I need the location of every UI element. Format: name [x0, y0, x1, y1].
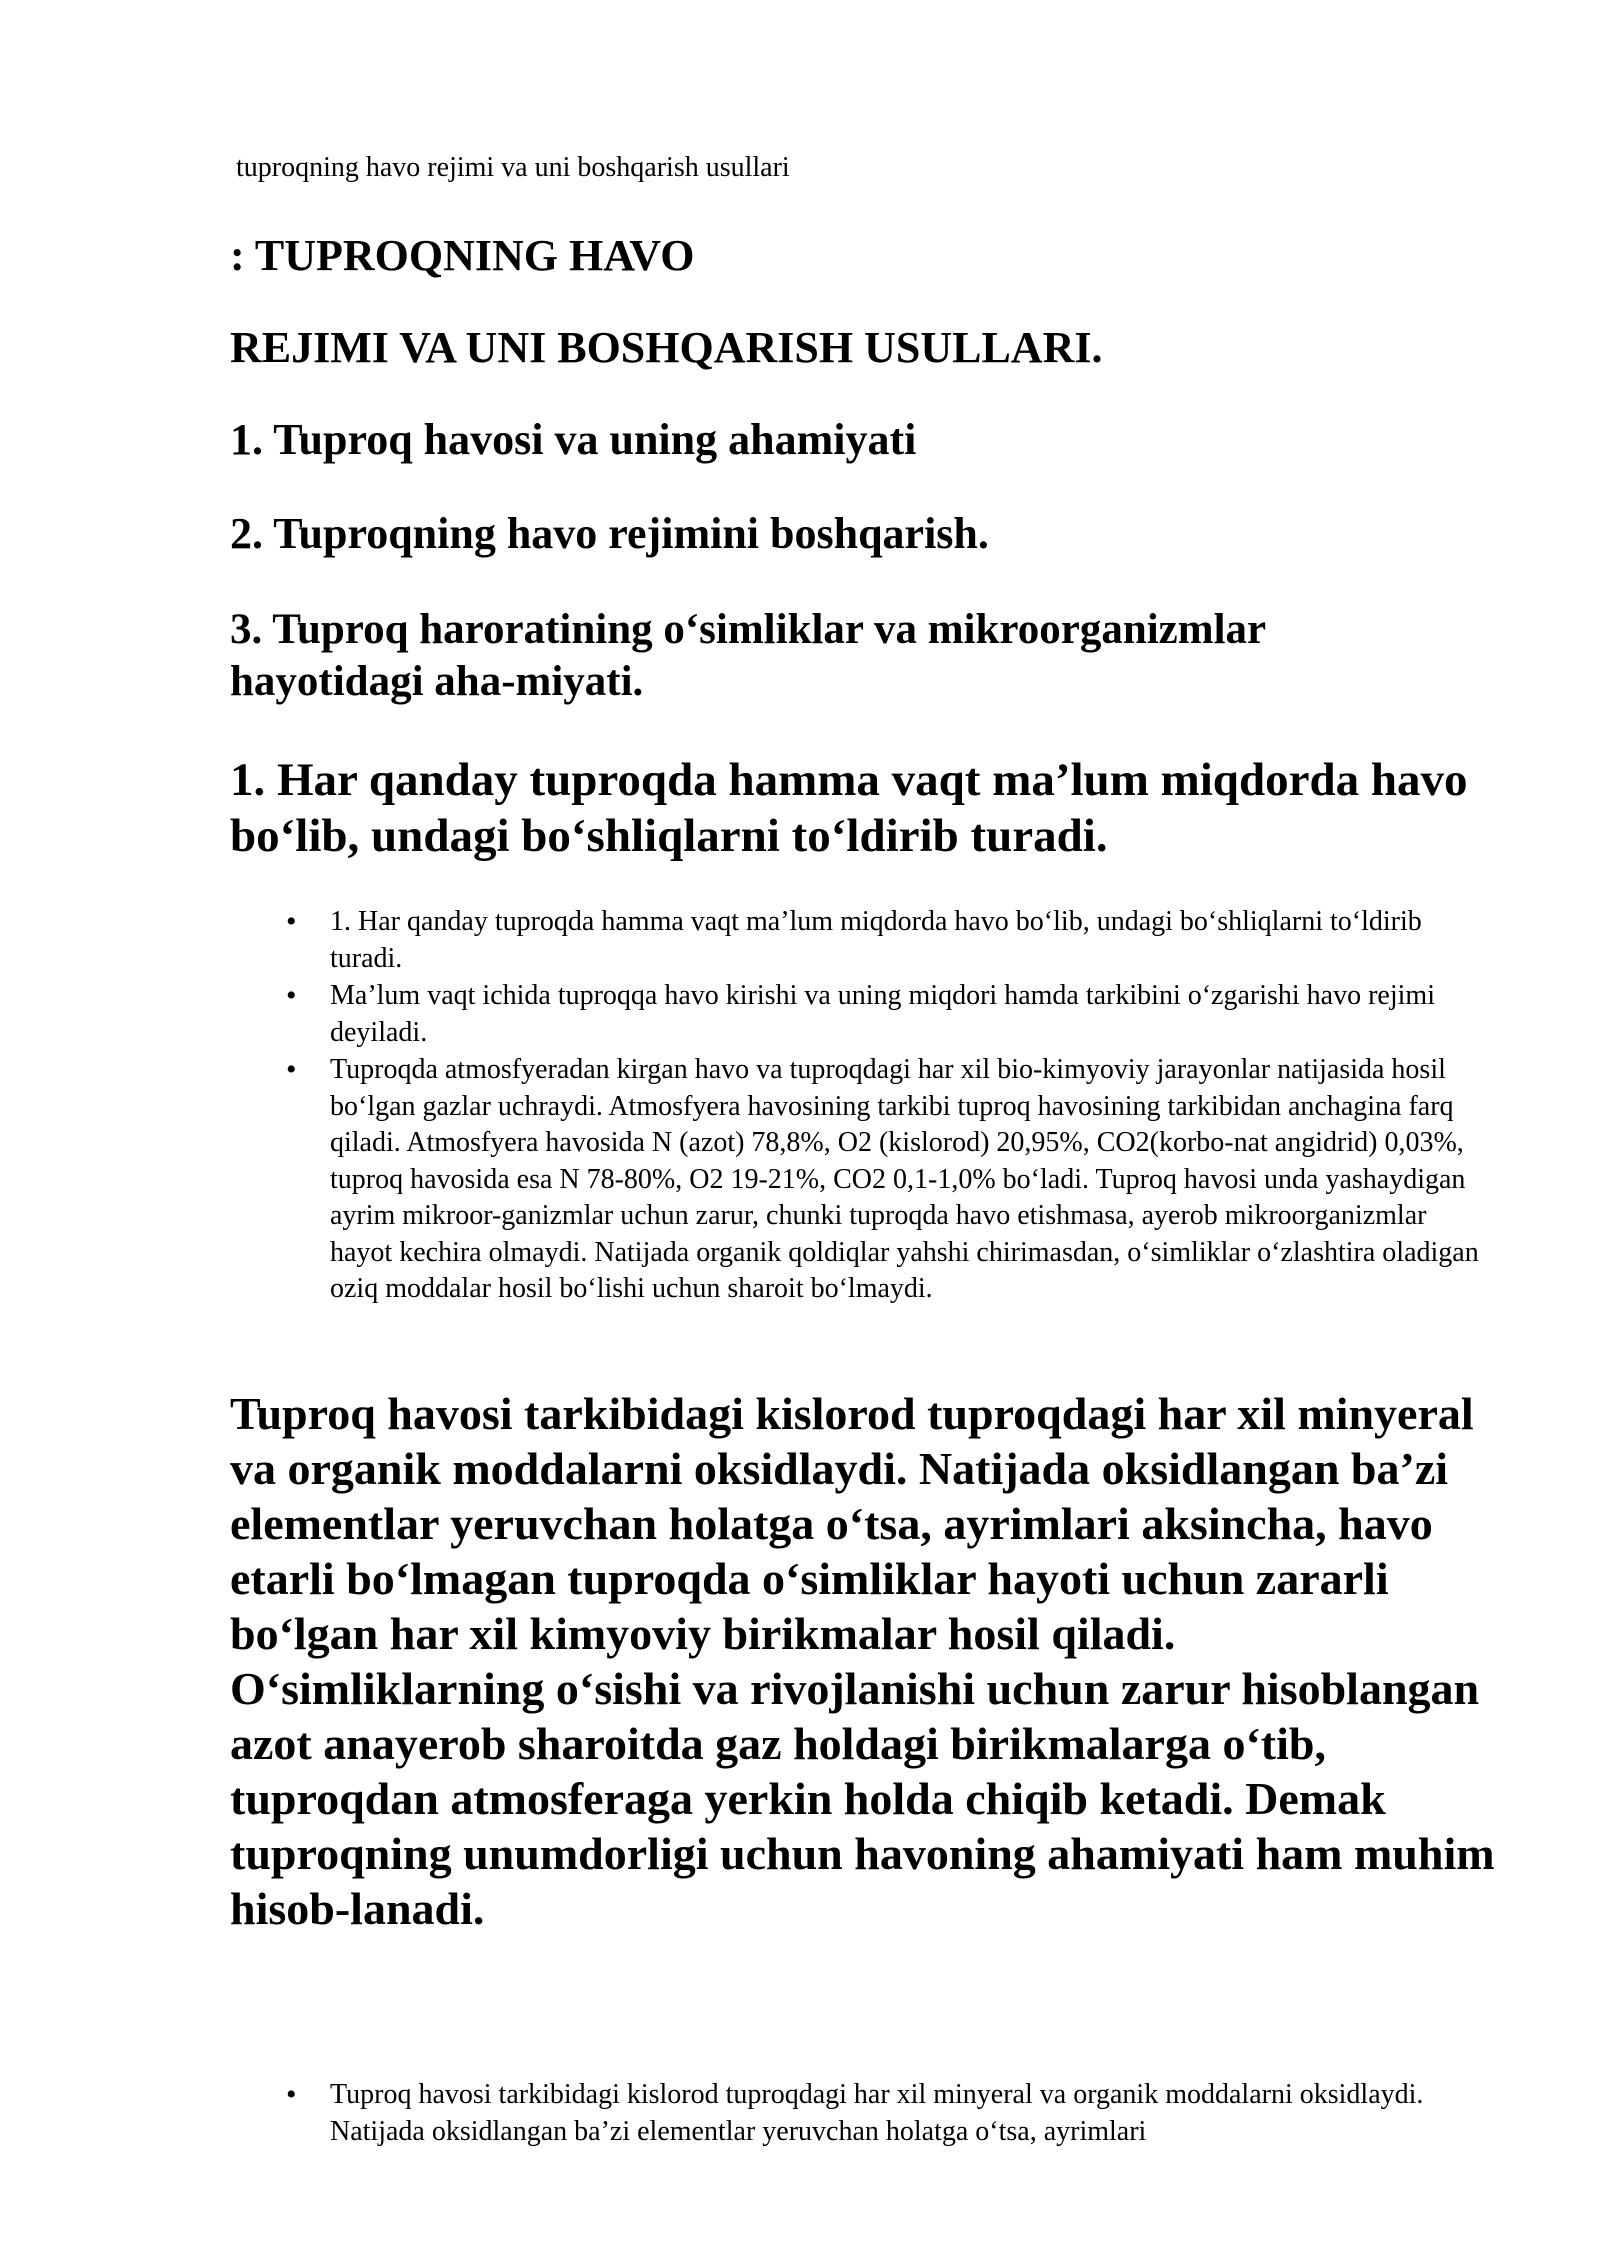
outline-item-1: 1. Tuproq havosi va uning ahamiyati [230, 415, 917, 464]
main-heading-line1: : TUPROQNING HAVO [230, 231, 695, 280]
list-item-text: 1. Har qanday tuproqda hamma vaqt ma’lum miqdorda havo bo‘lib, undagi bo‘shliqlarni to‘ldirib turadi. [330, 906, 1422, 974]
outline-item-3: 3. Tuproq haroratining o‘simliklar va mikroorganizmlar hayotidagi aha-miyati. [230, 606, 1266, 705]
list-item [270, 1052, 1490, 1308]
bullet-list-2 [270, 2077, 1490, 2151]
document-title: tuproqning havo rejimi va uni boshqarish usullari [236, 152, 790, 183]
main-heading-line2: REJIMI VA UNI BOSHQARISH USULLARI. [230, 323, 1103, 372]
list-item-text: Tuproq havosi tarkibidagi kislorod tuproqdagi har xil minyeral va organik moddalarni oksidlaydi. Natijada oksidlangan ba’zi elementlar yeruvchan holatga o‘tsa, ayrimlari [330, 2079, 1424, 2147]
list-item [270, 2077, 1490, 2150]
bullet-icon: • [286, 2078, 297, 2111]
body-paragraph-bold: Tuproq havosi tarkibidagi kislorod tuproqdagi har xil minyeral va organik moddalarni oksidlaydi. Natijada oksidlangan ba’zi elementlar yeruvchan holatga o‘tsa, ayrimlari aksincha, havo etarli bo‘lmagan tuproqda o‘simliklar hayoti uchun zararli bo‘lgan har xil kimyoviy birikmalar hosil qiladi. O‘simliklarning o‘sishi va rivojlanishi uchun zarur hisoblangan azot anayerob sharoitda gaz holdagi birikmalarga o‘tib, tuproqdan atmosferaga yerkin holda chiqib ketadi. Demak tuproqning unumdorligi uchun havoning ahamiyati ham muhim hisob-lanadi. [230, 1388, 1495, 1934]
list-item [270, 904, 1490, 977]
bullet-list-1 [270, 904, 1490, 1309]
outline-item-2: 2. Tuproqning havo rejimini boshqarish. [230, 509, 989, 558]
bullet-icon: • [286, 979, 297, 1012]
section-1-heading: 1. Har qanday tuproqda hamma vaqt ma’lum miqdorda havo bo‘lib, undagi bo‘shliqlarni to‘ldirib turadi. [230, 754, 1468, 862]
bullet-icon: • [286, 1053, 297, 1086]
list-item-text: Tuproqda atmosfyeradan kirgan havo va tuproqdagi har xil bio-kimyoviy jarayonlar natijasida hosil bo‘lgan gazlar uchraydi. Atmosfyera havosining tarkibi tuproq havosining tarkibidan anchagina farq qiladi. Atmosfyera havosida N (azot) 78,8%, O2 (kislorod) 20,95%, CO2(korbo-nat angidrid) 0,03%, tuproq havosida esa N 78-80%, O2 19-21%, CO2 0,1-1,0% bo‘ladi. Tuproq havosi unda yashaydigan ayrim mikroor-ganizmlar uchun zarur, chunki tuproqda havo etishmasa, ayerob mikroorganizmlar hayot kechira olmaydi. Natijada organik qoldiqlar yahshi chirimasdan, o‘simliklar o‘zlashtira oladigan oziq moddalar hosil bo‘lishi uchun sharoit bo‘lmaydi. [330, 1054, 1479, 1304]
list-item-text: Ma’lum vaqt ichida tuproqqa havo kirishi va uning miqdori hamda tarkibini o‘zgarishi havo rejimi deyiladi. [330, 980, 1435, 1048]
list-item [270, 978, 1490, 1051]
bullet-icon: • [286, 905, 297, 938]
